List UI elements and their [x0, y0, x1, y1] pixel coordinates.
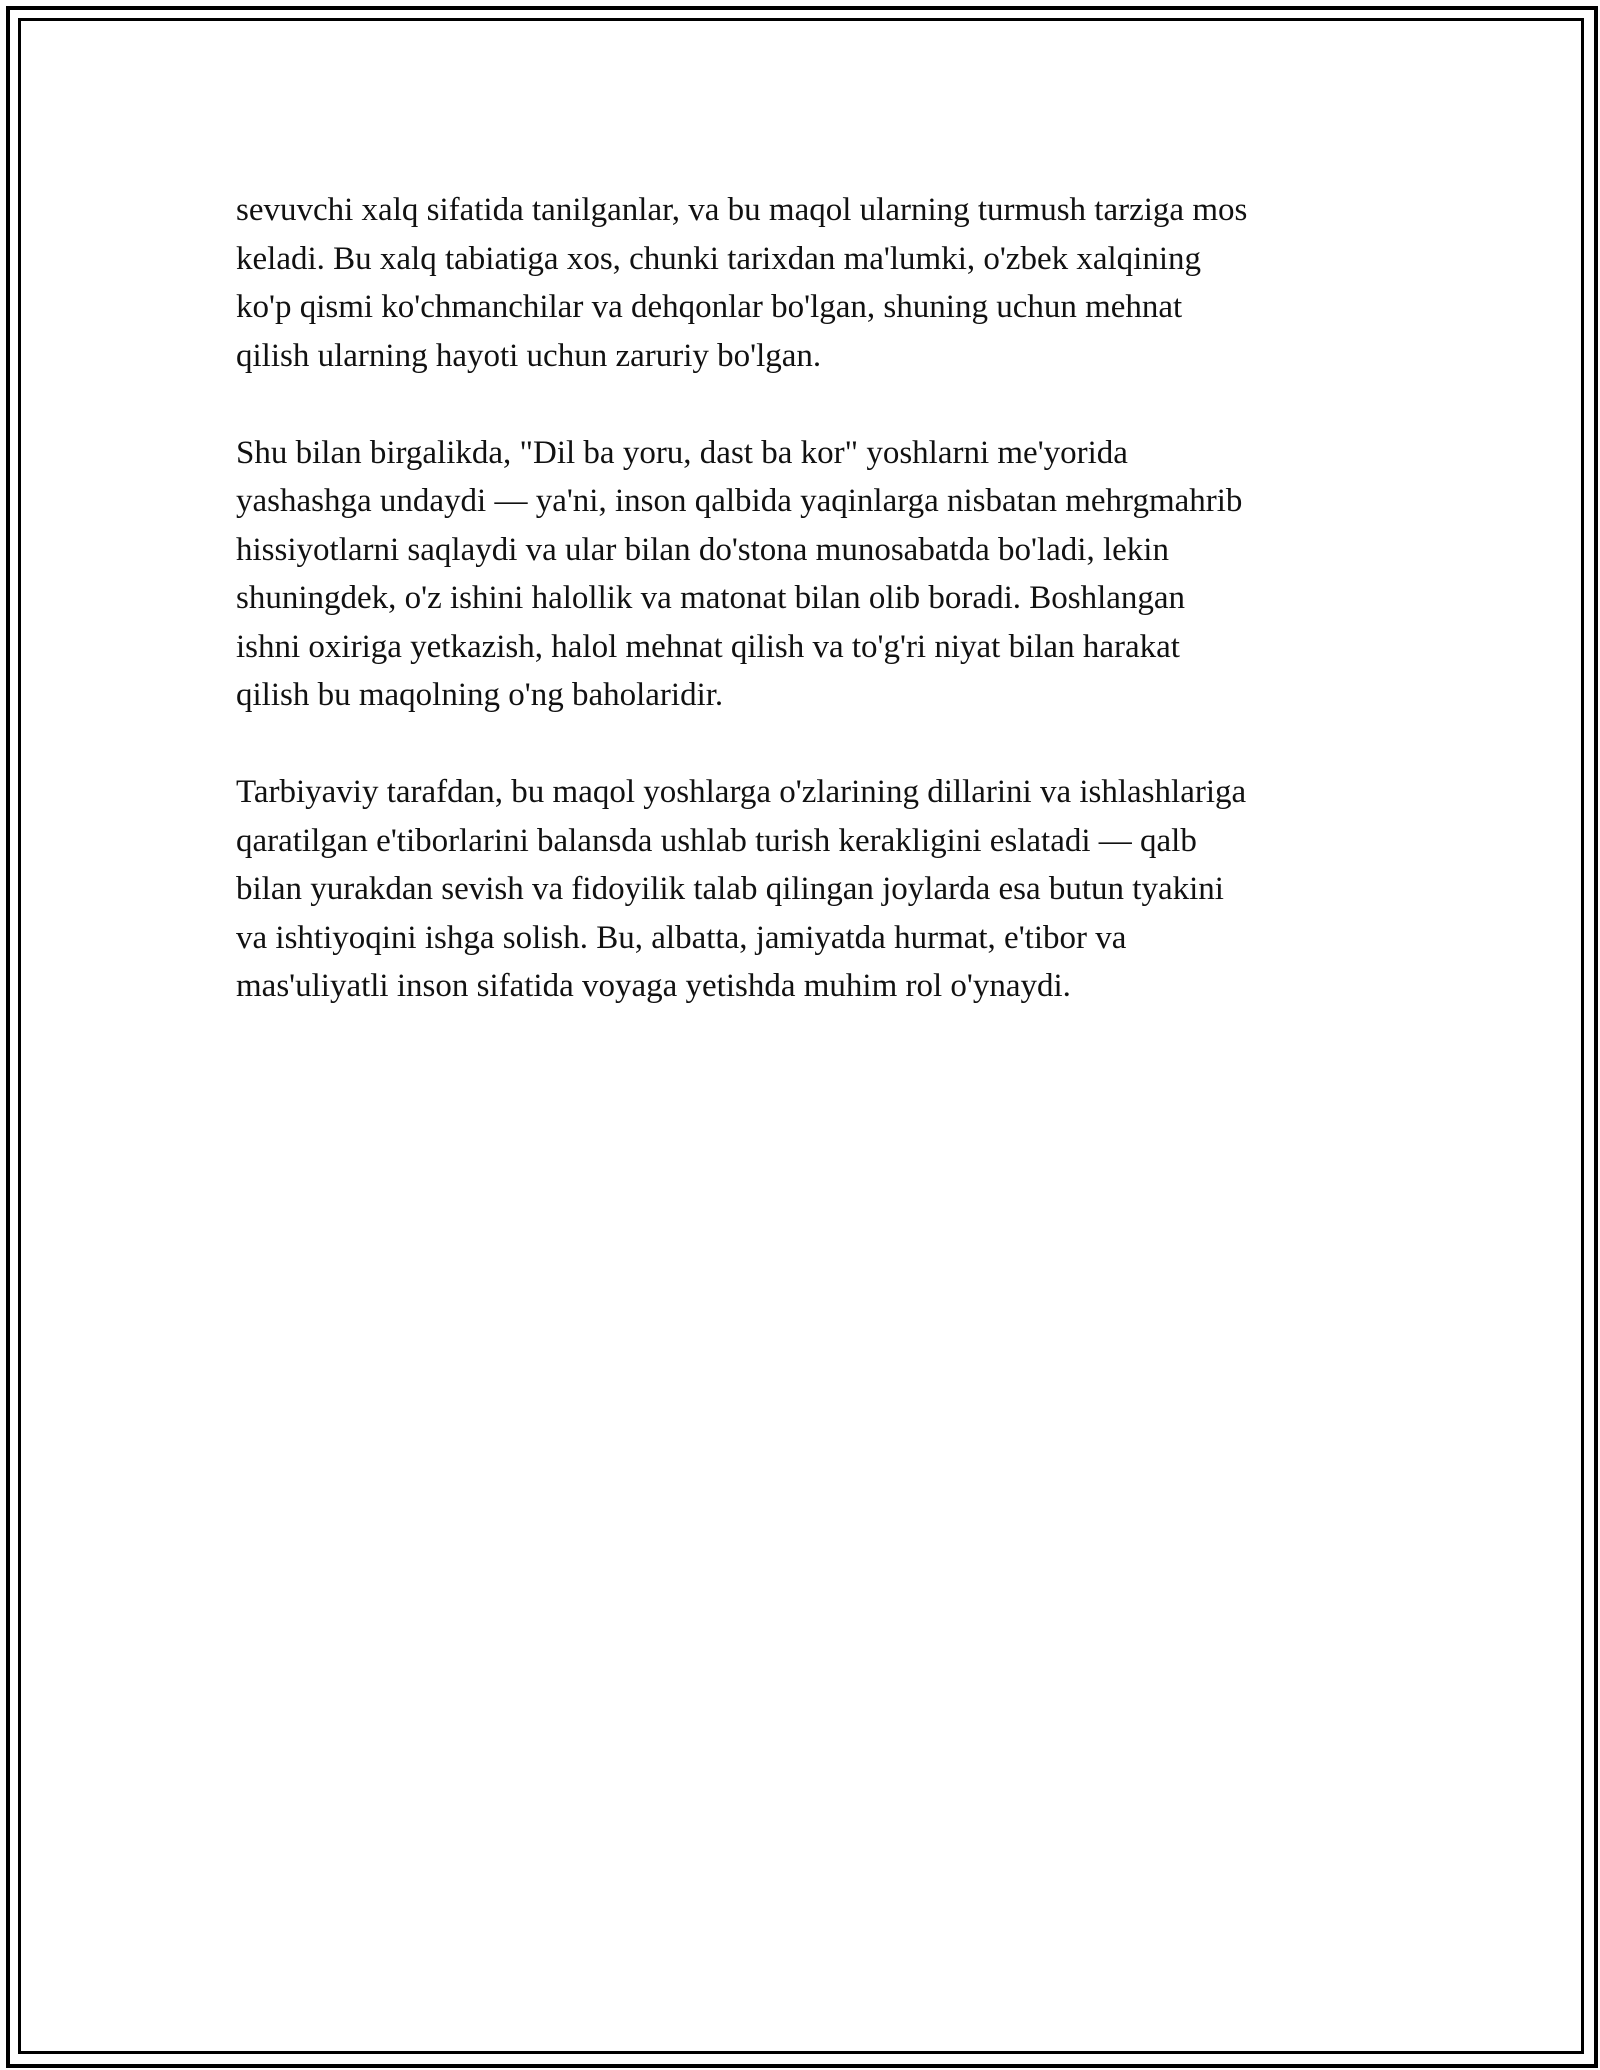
text-line: bilan yurakdan sevish va fidoyilik talab qilingan joylarda esa butun tyakini	[236, 871, 1224, 907]
text-line: sevuvchi xalq sifatida tanilganlar, va bu maqol ularning turmush tarziga mos	[236, 192, 1248, 228]
text-line: mas'uliyatli inson sifatida voyaga yetishda muhim rol o'ynaydi.	[236, 968, 1071, 1004]
text-line: Tarbiyaviy tarafdan, bu maqol yoshlarga o'zlarining dillarini va ishlashlariga	[236, 774, 1247, 810]
document-body	[236, 186, 1376, 1059]
text-line: qaratilgan e'tiborlarini balansda ushlab turish kerakligini eslatadi — qalb	[236, 822, 1197, 859]
text-line: ko'p qismi ko'chmanchilar va dehqonlar bo'lgan, shuning uchun mehnat	[236, 289, 1183, 325]
paragraph-3	[236, 768, 1376, 1011]
paragraph-1	[236, 186, 1376, 380]
text-line: va ishtiyoqini ishga solish. Bu, albatta, jamiyatda hurmat, e'tibor va	[236, 919, 1127, 956]
text-line: yashashga undaydi — ya'ni, inson qalbida yaqinlarga nisbatan mehrgmahrib	[236, 483, 1243, 519]
text-line: Shu bilan birgalikda, "Dil ba yoru, dast ba kor" yoshlarni me'yorida	[236, 434, 1128, 471]
text-line: qilish bu maqolning o'ng baholaridir.	[236, 677, 724, 713]
paragraph-2	[236, 429, 1376, 720]
text-line: qilish ularning hayoti uchun zaruriy bo'lgan.	[236, 337, 822, 374]
text-line: ishni oxiriga yetkazish, halol mehnat qilish va to'g'ri niyat bilan harakat	[236, 628, 1180, 665]
text-line: keladi. Bu xalq tabiatiga xos, chunki tarixdan ma'lumki, o'zbek xalqining	[236, 240, 1202, 277]
text-line: hissiyotlarni saqlaydi va ular bilan do'stona munosabatda bo'ladi, lekin	[236, 531, 1169, 568]
text-line: shuningdek, o'z ishini halollik va matonat bilan olib boradi. Boshlangan	[236, 580, 1186, 616]
